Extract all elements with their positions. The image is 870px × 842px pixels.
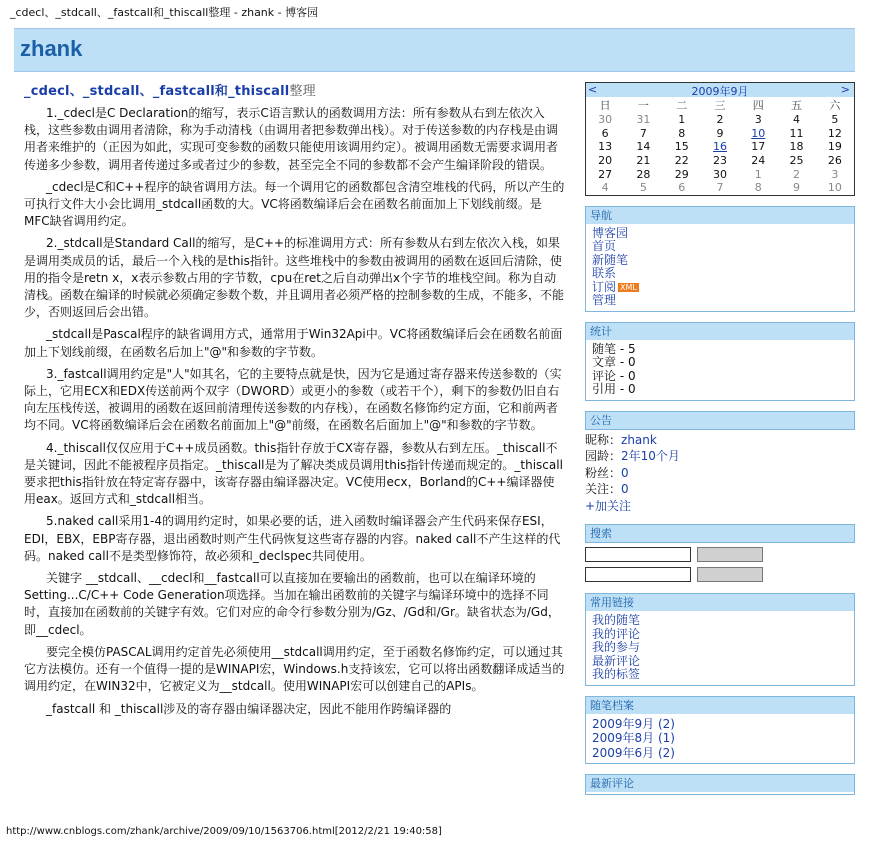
- stats-title: 统计: [586, 323, 854, 340]
- calendar-weekday: 四: [752, 99, 764, 112]
- calendar-day: 6: [601, 126, 609, 140]
- notice-label: 粉丝：: [585, 465, 622, 480]
- calendar-day: 9: [793, 181, 801, 195]
- notice-age-link[interactable]: 2年10个月: [621, 449, 680, 464]
- search-box: [585, 524, 855, 583]
- link-my-participation[interactable]: 我的参与: [592, 640, 641, 655]
- subscribe-label: 订阅: [592, 279, 617, 294]
- calendar-day: 15: [674, 140, 689, 154]
- notice-label: 关注：: [585, 482, 622, 497]
- calendar-day: 1: [678, 113, 686, 127]
- post-paragraph: 1._cdecl是C Declaration的缩写，表示C语言默认的函数调用方法：所有参数从右到左依次入栈，这些参数由调用者清除，称为手动清栈（由调用者把参数弹出栈）。对于传送参数的内存栈是由调用者来维护的（正因为如此，实现可变参数的函数只能使用该调用约定）。被调用函数无需要求调用者传递多少参数，调用者传递过多或者过少的参数，甚至完全不同的参数都不会产生编译阶段的错误。: [24, 106, 559, 172]
- notice-following-row: [585, 481, 855, 498]
- calendar-week-row: [586, 154, 854, 168]
- calendar-weekday: 二: [676, 99, 688, 112]
- notice-title: 公告: [585, 411, 855, 430]
- nav-link-contact[interactable]: 联系: [592, 266, 617, 281]
- calendar-weekday: 五: [791, 99, 803, 112]
- calendar-day: 21: [636, 154, 651, 168]
- calendar-day: 8: [754, 181, 762, 195]
- calendar-day: 3: [754, 113, 762, 127]
- notice-nickname-row: [585, 432, 855, 449]
- recent-comments-box: [585, 774, 855, 795]
- calendar-day: 23: [712, 154, 727, 168]
- calendar-day: 3: [831, 167, 839, 181]
- post-content: [24, 80, 566, 723]
- notice-following-link[interactable]: 0: [621, 482, 629, 497]
- calendar-day: 7: [639, 126, 647, 140]
- calendar-week-row: [586, 140, 854, 154]
- archive-box: [585, 696, 855, 765]
- calendar-day: 5: [639, 181, 647, 195]
- stats-comments: 评论 - 0: [592, 368, 636, 383]
- nav-link-home[interactable]: 首页: [592, 239, 617, 254]
- blog-name-link[interactable]: zhank: [20, 36, 83, 61]
- notice-fans-row: [585, 465, 855, 482]
- calendar-day: 13: [598, 140, 613, 154]
- post-paragraph: _fastcall 和 _thiscall涉及的寄存器由编译器决定，因此不能用作跨编译器的: [46, 701, 452, 716]
- calendar-day: 9: [716, 126, 724, 140]
- stats-trackbacks: 引用 - 0: [592, 382, 636, 397]
- post-paragraph: _cdecl是C和C++程序的缺省调用方法。每一个调用它的函数都包含清空堆栈的代码，所以产生的可执行文件大小会比调用_stdcall函数的大。VC将函数编译后会在函数名前面加上下划线前缀。是MFC缺省调用约定。: [24, 179, 565, 229]
- links-title: 常用链接: [586, 594, 854, 611]
- follow-link[interactable]: +加关注: [585, 498, 632, 513]
- calendar: [585, 82, 855, 196]
- calendar-day: 28: [636, 167, 651, 181]
- post-title-suffix: 整理: [289, 84, 316, 99]
- notice-fans-link[interactable]: 0: [621, 465, 629, 480]
- post-title-link[interactable]: _cdecl、_stdcall、_fastcall和_thiscall: [24, 84, 290, 99]
- post-paragraph: 3._fastcall调用约定是"人"如其名，它的主要特点就是快，因为它是通过寄存器来传送参数的（实际上，它用ECX和EDX传送前两个双字（DWORD）或更小的参数（或若干个），剩下的参数仍旧自右向左压栈传送，被调用的函数在返回前清理传送参数的内存栈），在函数名修饰约定方面，它和前两者均不同。VC将函数编译后会在函数名前面加上"@"前缀，在函数名后面加上"@"和参数的字节数。: [24, 366, 562, 433]
- notice-label: 昵称：: [585, 432, 622, 447]
- post-paragraph: 要完全模仿PASCAL调用约定首先必须使用__stdcall调用约定，至于函数名修饰约定，可以通过其它方法模仿。还有一个值得一提的是WINAPI宏，Windows.h支持该宏，它可以将出函数翻译成适当的调用约定，在WIN32中，它被定义为__stdcall。使用WINAPI宏可以创建自己的APIs。: [24, 644, 565, 694]
- calendar-day: 29: [674, 167, 689, 181]
- calendar-day: 30: [712, 167, 727, 181]
- post-paragraph: 2._stdcall是Standard Call的缩写，是C++的标准调用方式：所有参数从右到左依次入栈，如果是调用类成员的话，最后一个入栈的是this指针。这些堆栈中的参数由被调用的函数在返回后清除，使用的指令是retn x，x表示参数占用的字节数，cpu在ret之后自动弹出x个字节的堆栈空间。称为自动清栈。函数在编译的时候就必须确定参数个数，并且调用者必须严格的控制参数的生成，不能多，不能少，否则返回后会出错。: [24, 236, 565, 320]
- calendar-header: [586, 83, 854, 97]
- calendar-grid: [586, 97, 854, 195]
- calendar-day: 18: [789, 140, 804, 154]
- calendar-day: 17: [751, 140, 766, 154]
- archive-link[interactable]: 2009年8月 (1): [592, 731, 675, 746]
- calendar-day-link[interactable]: 16: [712, 140, 727, 154]
- calendar-next-link[interactable]: >: [840, 83, 850, 96]
- google-search-button[interactable]: [697, 567, 763, 582]
- post-title: [24, 80, 566, 99]
- post-paragraph: _stdcall是Pascal程序的缺省调用方式，通常用于Win32Api中。VC将函数编译后会在函数名前面加上下划线前缀，在函数名后加上"@"和参数的字节数。: [24, 327, 563, 359]
- calendar-day-link[interactable]: 10: [751, 126, 766, 140]
- nav-title: 导航: [586, 207, 854, 224]
- calendar-day: 27: [598, 167, 613, 181]
- calendar-day: 12: [827, 126, 842, 140]
- notice-age-row: [585, 448, 855, 465]
- notice-label: 园龄：: [585, 449, 622, 464]
- search-button[interactable]: [697, 547, 763, 562]
- calendar-day: 30: [598, 113, 613, 127]
- google-search-input[interactable]: [585, 567, 691, 582]
- search-title: 搜索: [585, 524, 855, 543]
- calendar-day: 10: [827, 181, 842, 195]
- calendar-day: 24: [751, 154, 766, 168]
- calendar-weekday: 六: [829, 99, 841, 112]
- link-my-comments[interactable]: 我的评论: [592, 626, 641, 641]
- xml-badge-icon[interactable]: XML: [620, 282, 637, 292]
- calendar-day: 20: [598, 154, 613, 168]
- calendar-weekday: 一: [637, 99, 649, 112]
- nav-link-manage[interactable]: 管理: [592, 293, 617, 308]
- calendar-day: 14: [636, 140, 651, 154]
- post-paragraph: 4._thiscall仅仅应用于C++成员函数。this指针存放于CX寄存器，参数从右到左压。_thiscall不是关键词，因此不能被程序员指定。_thiscall是为了解决类成员调用this指针传递而规定的。_thiscall要求把this指针放在特定寄存器中，该寄存器由编译器决定。VC使用ecx，Borland的C++编译器使用eax。返回方式和_stdcall相当。: [24, 440, 563, 507]
- calendar-day: 26: [827, 154, 842, 168]
- calendar-day: 25: [789, 154, 804, 168]
- nav-link-cnblogs[interactable]: 博客园: [592, 225, 629, 240]
- stats-box: [585, 322, 855, 401]
- calendar-prev-link[interactable]: <: [588, 83, 598, 96]
- notice-box: [585, 411, 855, 515]
- calendar-weekday-row: [586, 97, 854, 113]
- calendar-week-row: [586, 181, 854, 195]
- calendar-day: 4: [601, 181, 609, 195]
- recent-comments-title: 最新评论: [586, 775, 854, 792]
- calendar-week-row: [586, 127, 854, 141]
- calendar-day: 31: [636, 113, 651, 127]
- blog-header: [14, 28, 855, 72]
- calendar-day: 4: [793, 113, 801, 127]
- sidebar: [585, 82, 855, 805]
- calendar-day: 8: [678, 126, 686, 140]
- nav-link-subscribe[interactable]: [592, 281, 848, 295]
- calendar-day: 1: [754, 167, 762, 181]
- stats-articles: 文章 - 0: [592, 355, 636, 370]
- calendar-month-label: 2009年9月: [691, 85, 749, 98]
- calendar-weekday: 日: [599, 99, 611, 112]
- nav-box: [585, 206, 855, 312]
- calendar-day: 11: [789, 126, 804, 140]
- calendar-day: 7: [716, 181, 724, 195]
- link-latest-comments[interactable]: 最新评论: [592, 653, 641, 668]
- calendar-week-row: [586, 113, 854, 127]
- footer-url: http://www.cnblogs.com/zhank/archive/2009/09/10/1563706.html[2012/2/21 19:40:58]: [6, 826, 442, 837]
- archive-link[interactable]: 2009年9月 (2): [592, 716, 675, 731]
- calendar-day: 2: [793, 167, 801, 181]
- post-paragraph: 5.naked call采用1-4的调用约定时，如果必要的话，进入函数时编译器会产生代码来保存ESI，EDI，EBX，EBP寄存器，退出函数时则产生代码恢复这些寄存器的内容。naked call不产生这样的代码。naked call不是类型修饰符，故必须和_declspec共同使用。: [24, 514, 561, 563]
- calendar-day: 5: [831, 113, 839, 127]
- notice-nickname-link[interactable]: zhank: [621, 432, 657, 447]
- page-title: _cdecl、_stdcall、_fastcall和_thiscall整理 - zhank - 博客园: [10, 6, 319, 19]
- calendar-day: 22: [674, 154, 689, 168]
- links-box: [585, 593, 855, 686]
- calendar-week-row: [586, 167, 854, 181]
- stats-posts: 随笔 - 5: [592, 341, 636, 356]
- post-paragraph: 关键字 __stdcall、__cdecl和__fastcall可以直接加在要输出的函数前，也可以在编译环境的Setting...C/C++ Code Generation项选择。当加在输出函数前的关键字与编译环境中的选择不同时，直接加在函数前的关键字有效。它们对应的命令行参数分别为/Gz、/Gd和/Gr。缺省状态为/Gd，即__cdecl。: [24, 571, 560, 637]
- nav-link-new-post[interactable]: 新随笔: [592, 252, 629, 267]
- calendar-day: 6: [678, 181, 686, 195]
- link-my-tags[interactable]: 我的标签: [592, 667, 641, 682]
- calendar-weekday: 三: [714, 99, 726, 112]
- archive-title: 随笔档案: [586, 697, 854, 714]
- archive-link[interactable]: 2009年6月 (2): [592, 745, 675, 760]
- calendar-day: 2: [716, 113, 724, 127]
- link-my-posts[interactable]: 我的随笔: [592, 613, 641, 628]
- search-input[interactable]: [585, 547, 691, 562]
- calendar-day: 19: [827, 140, 842, 154]
